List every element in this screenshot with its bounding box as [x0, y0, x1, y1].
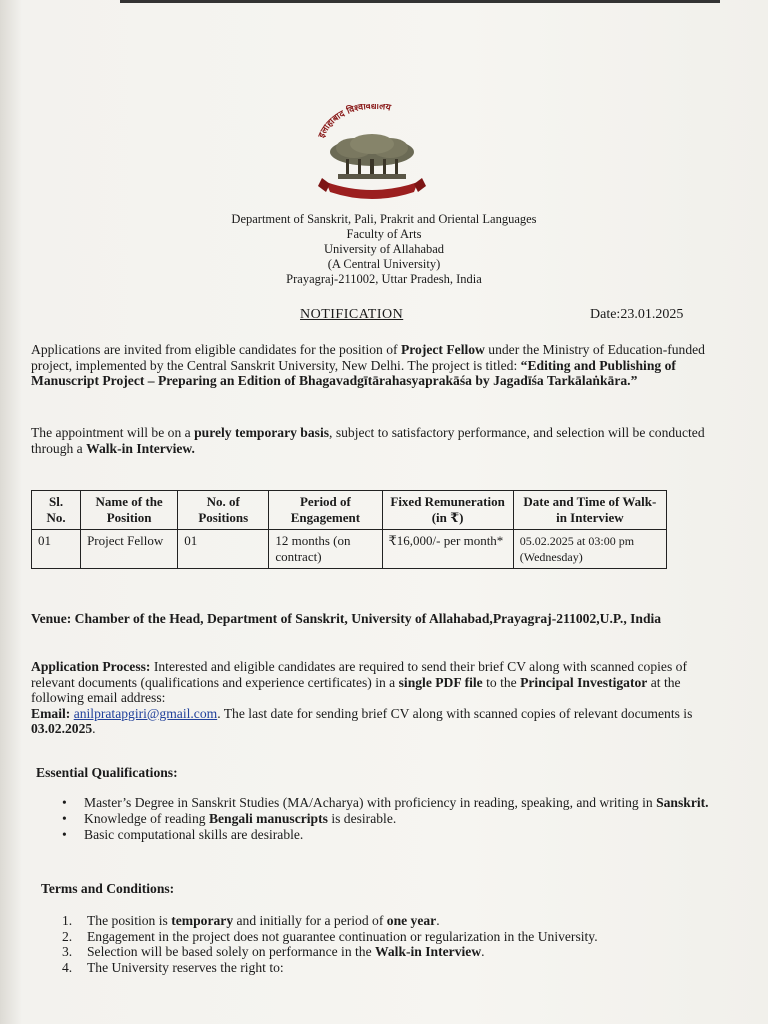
interview-day: (Wednesday) [519, 550, 583, 564]
intro-paragraph: Applications are invited from eligible candidates for the position of Project Fellow under the Ministry of Education-funded project, implemented by the Central Sanskrit University, New Delhi. The project is titled: “Editing and Publishing of Manuscript Project – Preparing an Edition of Bhagavadgītārahasyaprakāśa by Jagadīśa Tarkālaṅkāra.” [31, 342, 705, 388]
col-sl-no: Sl. No. [32, 491, 81, 530]
list-item: 4. The University reserves the right to: [62, 959, 284, 975]
table-row [32, 530, 667, 569]
cell-position: Project Fellow [81, 530, 178, 569]
positions-table [31, 490, 667, 569]
header-university: University of Allahabad [323, 242, 445, 256]
col-period: Period of Engagement [269, 491, 382, 530]
header-faculty: Faculty of Arts [346, 227, 422, 241]
notification-date: Date:23.01.2025 [590, 307, 684, 322]
table-header-row [32, 491, 667, 530]
department-header [0, 212, 768, 287]
logo-text: इलाहाबाद विश्वविद्यालय [317, 104, 392, 140]
col-position-name: Name of the Position [81, 491, 178, 530]
terms-list [62, 913, 742, 975]
list-item: • Basic computational skills are desirable. [62, 827, 742, 843]
cell-sl: 01 [32, 530, 81, 569]
terms-heading: Terms and Conditions: [41, 881, 175, 896]
interview-date-time: 05.02.2025 at 03:00 pm [519, 534, 635, 548]
qualifications-heading: Essential Qualifications: [36, 765, 178, 780]
university-logo [312, 104, 432, 204]
col-remuneration: Fixed Remuneration (in ₹) [382, 491, 513, 530]
notification-title: NOTIFICATION [300, 307, 404, 322]
cell-datetime [513, 530, 666, 569]
list-item: • Master’s Degree in Sanskrit Studies (MA/Acharya) with proficiency in reading, speaking, and writing in Sanskrit. [62, 795, 742, 811]
header-department: Department of Sanskrit, Pali, Prakrit and Oriental Languages [231, 212, 537, 226]
col-interview-datetime: Date and Time of Walk-in Interview [513, 491, 666, 530]
qualifications-list [62, 795, 742, 843]
venue: Venue: Chamber of the Head, Department of Sanskrit, University of Allahabad,Prayagraj-211002,U.P., India [31, 611, 662, 626]
header-address: Prayagraj-211002, Uttar Pradesh, India [286, 272, 482, 286]
list-item: 3. Selection will be based solely on performance in the Walk-in Interview. [62, 944, 485, 959]
col-positions-count: No. of Positions [178, 491, 269, 530]
top-edge-rule [120, 0, 720, 3]
list-item: 1. The position is temporary and initially for a period of one year. [62, 913, 440, 928]
list-item: • Knowledge of reading Bengali manuscripts is desirable. [62, 811, 742, 827]
notification-row [0, 307, 768, 327]
cell-pay: ₹16,000/- per month* [382, 530, 513, 569]
cell-period: 12 months (on contract) [269, 530, 382, 569]
list-item: 2. Engagement in the project does not guarantee continuation or regularization in the University. [62, 928, 598, 944]
appointment-paragraph: The appointment will be on a purely temporary basis, subject to satisfactory performance, and selection will be conducted through a Walk-in Interview. [31, 425, 705, 456]
header-central: (A Central University) [327, 257, 441, 271]
email-link[interactable]: anilpratapgiri@gmail.com [73, 705, 218, 721]
application-process: Application Process: Interested and eligible candidates are required to send their brief CV along with scanned copies of relevant documents (qualifications and experience certificates) in a single PDF file to the Principal Investigator at the following email address: Email: anilpratapgiri@gmail.com. The last date for sending brief CV along with scanned copies of relevant documents is 03.02.2025. [31, 659, 693, 736]
cell-count: 01 [178, 530, 269, 569]
